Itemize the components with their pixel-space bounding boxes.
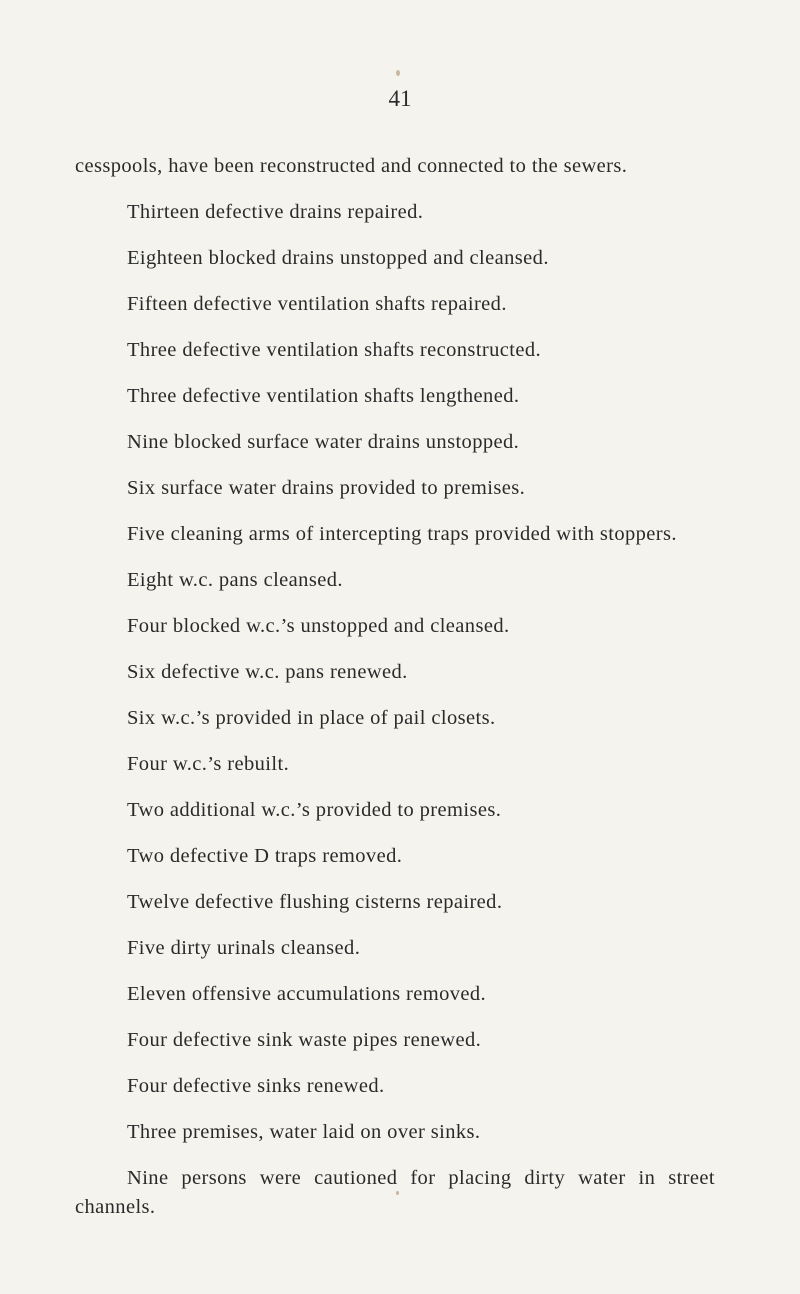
paragraph: Four w.c.’s rebuilt.: [127, 753, 290, 775]
paragraph: Six w.c.’s provided in place of pail closets.: [127, 707, 496, 729]
paragraph: Four defective sinks renewed.: [127, 1075, 385, 1097]
paragraph: Eleven offensive accumulations removed.: [127, 983, 487, 1005]
paragraph: Two defective D traps removed.: [127, 845, 403, 867]
paragraph: Four blocked w.c.’s unstopped and cleansed.: [127, 615, 510, 637]
paragraph: Five dirty urinals cleansed.: [127, 937, 361, 959]
paragraph: Nine blocked surface water drains unstopped.: [127, 431, 520, 453]
paragraph: Six surface water drains provided to premises.: [127, 477, 526, 499]
paragraph: cesspools, have been reconstructed and connected to the sewers.: [75, 155, 628, 177]
paragraph: Four defective sink waste pipes renewed.: [127, 1029, 482, 1051]
paragraph: Nine persons were cautioned for placing dirty water in street channels.: [75, 1167, 715, 1218]
page-body: [75, 152, 715, 1222]
paragraph: Three defective ventilation shafts lengthened.: [127, 385, 520, 407]
paragraph: Eight w.c. pans cleansed.: [127, 569, 343, 591]
paragraph: Three premises, water laid on over sinks.: [127, 1121, 481, 1143]
paper-speck: [396, 70, 400, 76]
page-number: 41: [388, 86, 412, 111]
paragraph: Twelve defective flushing cisterns repaired.: [127, 891, 503, 913]
paragraph: Five cleaning arms of intercepting traps provided with stoppers.: [127, 523, 677, 545]
paragraph: Two additional w.c.’s provided to premises.: [127, 799, 502, 821]
paragraph: Fifteen defective ventilation shafts repaired.: [127, 293, 507, 315]
paragraph: Thirteen defective drains repaired.: [127, 201, 424, 223]
paragraph: Three defective ventilation shafts reconstructed.: [127, 339, 542, 361]
paragraph: Six defective w.c. pans renewed.: [127, 661, 408, 683]
paragraph: Eighteen blocked drains unstopped and cleansed.: [127, 247, 549, 269]
